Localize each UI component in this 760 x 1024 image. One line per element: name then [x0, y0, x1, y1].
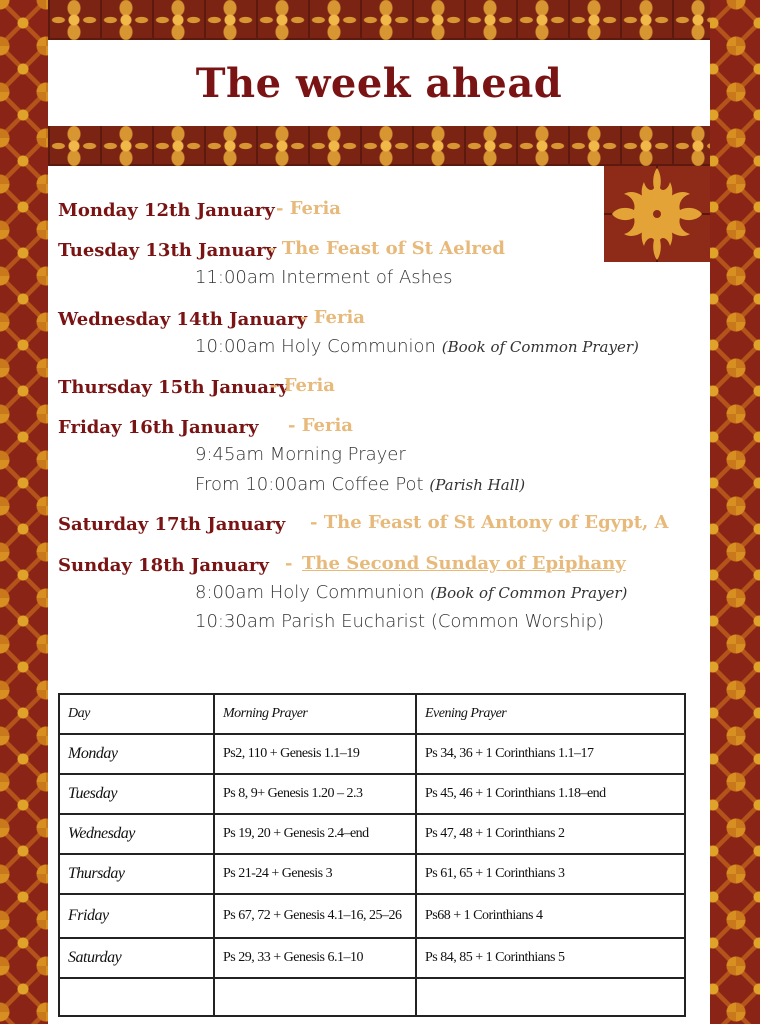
readings-table	[58, 693, 686, 1017]
feast-thursday: - Feria	[270, 375, 335, 396]
feast-tuesday: - The Feast of St Aelred	[268, 238, 505, 259]
table-cell: Ps 29, 33 + Genesis 6.1–10	[214, 938, 416, 978]
table-row	[59, 854, 685, 894]
feast-monday: - Feria	[276, 198, 341, 219]
service-text: 10:00am Holy Communion	[195, 336, 436, 357]
table-header-row	[59, 694, 685, 734]
fleur-de-lis-tile-icon	[604, 166, 710, 262]
table-cell: Ps 34, 36 + 1 Corinthians 1.1–17	[416, 734, 685, 774]
day-sunday	[58, 551, 269, 579]
table-cell: Tuesday	[59, 774, 214, 814]
table-cell: Ps68 + 1 Corinthians 4	[416, 894, 685, 938]
day-name: Friday 16th January	[58, 416, 259, 438]
service-note: (Book of Common Prayer)	[430, 584, 628, 602]
table-row	[59, 734, 685, 774]
service-item	[195, 336, 639, 357]
service-text: From 10:00am Coffee Pot	[195, 474, 424, 495]
title-panel	[48, 40, 710, 126]
service-text: 11:00am Interment of Ashes	[195, 267, 453, 288]
table-cell: Ps 19, 20 + Genesis 2.4–end	[214, 814, 416, 854]
table-row	[59, 978, 685, 1016]
service-item	[195, 267, 453, 288]
table-cell: Ps 67, 72 + Genesis 4.1–16, 25–26	[214, 894, 416, 938]
service-note: (Parish Hall)	[429, 476, 526, 494]
service-item	[195, 611, 604, 632]
day-tuesday	[58, 236, 276, 264]
day-thursday	[58, 373, 289, 401]
top-tile-border	[48, 0, 710, 40]
table-cell: Monday	[59, 734, 214, 774]
feast-wednesday: - Feria	[300, 307, 365, 328]
table-cell: Ps 61, 65 + 1 Corinthians 3	[416, 854, 685, 894]
header-cell: Morning Prayer	[214, 694, 416, 734]
table-cell: Ps 8, 9+ Genesis 1.20 – 2.3	[214, 774, 416, 814]
feast-sunday-link[interactable]: The Second Sunday of Epiphany	[302, 553, 626, 574]
middle-tile-border	[48, 126, 710, 166]
service-text: 9:45am Morning Prayer	[195, 444, 406, 465]
service-text: 8:00am Holy Communion	[195, 582, 425, 603]
day-monday	[58, 196, 275, 224]
table-cell	[214, 978, 416, 1016]
table-cell: Wednesday	[59, 814, 214, 854]
table-cell: Ps 47, 48 + 1 Corinthians 2	[416, 814, 685, 854]
table-cell: Ps2, 110 + Genesis 1.1–19	[214, 734, 416, 774]
header-cell: Day	[59, 694, 214, 734]
table-cell: Thursday	[59, 854, 214, 894]
day-saturday	[58, 510, 285, 538]
table-cell: Friday	[59, 894, 214, 938]
day-name: Thursday 15th January	[58, 376, 289, 398]
day-name: Saturday 17th January	[58, 513, 286, 535]
header-cell: Evening Prayer	[416, 694, 685, 734]
table-cell: Saturday	[59, 938, 214, 978]
table-cell: Ps 45, 46 + 1 Corinthians 1.18–end	[416, 774, 685, 814]
service-item	[195, 474, 525, 495]
table-cell	[416, 978, 685, 1016]
table-cell	[59, 978, 214, 1016]
service-item	[195, 582, 627, 603]
day-friday	[58, 413, 258, 441]
service-item	[195, 444, 406, 465]
service-text: 10:30am Parish Eucharist (Common Worship)	[195, 611, 605, 632]
table-row	[59, 938, 685, 978]
table-row	[59, 814, 685, 854]
feast-sunday-dash: -	[285, 553, 293, 574]
day-name: Monday 12th January	[58, 199, 275, 221]
table-row	[59, 774, 685, 814]
service-note: (Book of Common Prayer)	[441, 338, 639, 356]
page-title: The week ahead	[195, 59, 563, 107]
table-row	[59, 894, 685, 938]
day-name: Sunday 18th January	[58, 554, 269, 576]
table-cell: Ps 84, 85 + 1 Corinthians 5	[416, 938, 685, 978]
day-name: Wednesday 14th January	[58, 308, 308, 330]
table-cell: Ps 21-24 + Genesis 3	[214, 854, 416, 894]
feast-saturday: - The Feast of St Antony of Egypt, A	[310, 512, 669, 533]
day-name: Tuesday 13th January	[58, 239, 277, 261]
feast-friday: - Feria	[288, 415, 353, 436]
day-wednesday	[58, 305, 307, 333]
